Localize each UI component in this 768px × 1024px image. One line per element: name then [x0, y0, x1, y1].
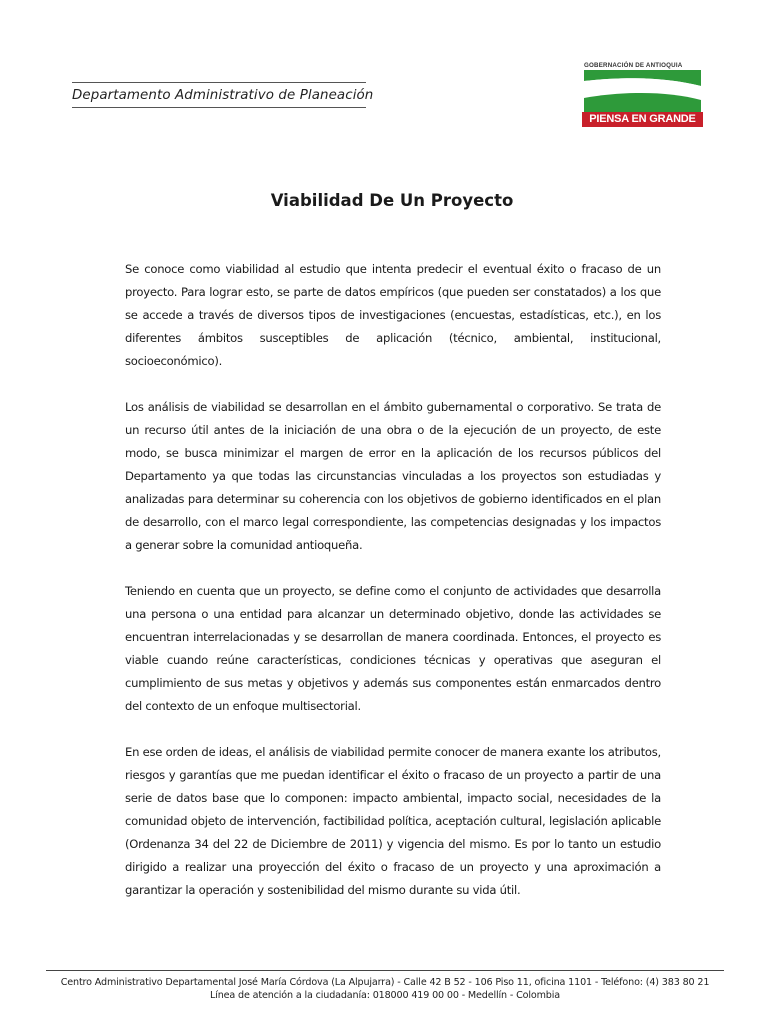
paragraph-1: Se conoce como viabilidad al estudio que intenta predecir el eventual éxito o fracaso de un proyecto. Para lograr esto, se parte de datos empíricos (que pueden ser constatados) a los que se accede a través de diversos tipos de investigaciones (encuestas, estadísticas, etc.), en los diferentes ámbitos susceptibles de aplicación (técnico, ambiental, institucional, socioeconómico).	[125, 262, 661, 368]
document-title: Viabilidad De Un Proyecto	[270, 191, 514, 210]
department-header	[72, 82, 374, 108]
header-rule-top	[72, 82, 366, 83]
footer-contact: Línea de atención a la ciudadanía: 018000 419 00 00 - Medellín - Colombia	[210, 990, 560, 1001]
department-name: Departamento Administrativo de Planeación	[72, 88, 374, 103]
gobernacion-logo	[582, 62, 704, 128]
paragraph-2: Los análisis de viabilidad se desarrollan en el ámbito gubernamental o corporativo. Se trata de un recurso útil antes de la iniciación de una obra o de la ejecución de un proyecto, de este modo, se busca minimizar el margen de error en la aplicación de los recursos públicos del Departamento ya que todas las circunstancias vinculadas a los proyectos son estudiadas y analizadas para determinar su coherencia con los objetivos de gobierno identificados en el plan de desarrollo, con el marco legal correspondiente, las competencias designadas y los impactos a generar sobre la comunidad antioqueña.	[125, 400, 661, 552]
document-body	[125, 258, 661, 925]
antioquia-flag-icon	[584, 70, 701, 112]
footer-address: Centro Administrativo Departamental José María Córdova (La Alpujarra) - Calle 42 B 52 - 106 Piso 11, oficina 1101 - Teléfono: (4) 383 80 21	[60, 977, 710, 988]
page-footer	[46, 970, 724, 1002]
paragraph-3: Teniendo en cuenta que un proyecto, se define como el conjunto de actividades que desarrolla una persona o una entidad para alcanzar un determinado objetivo, donde las actividades se encuentran interrelacionadas y se desarrollan de manera coordinada. Entonces, el proyecto es viable cuando reúne características, condiciones técnicas y operativas que aseguran el cumplimiento de sus metas y objetivos y además sus componentes están enmarcados dentro del contexto de un enfoque multisectorial.	[125, 584, 661, 713]
footer-rule	[46, 970, 724, 971]
logo-caption: GOBERNACIÓN DE ANTIOQUIA	[584, 62, 683, 69]
logo-slogan-banner: PIENSA EN GRANDE	[582, 112, 703, 127]
paragraph-4: En ese orden de ideas, el análisis de viabilidad permite conocer de manera exante los atributos, riesgos y garantías que me puedan identificar el éxito o fracaso de un proyecto a partir de una serie de datos base que lo componen: impacto ambiental, impacto social, necesidades de la comunidad objeto de intervención, factibilidad política, aceptación cultural, legislación aplicable (Ordenanza 34 del 22 de Diciembre de 2011) y vigencia del mismo. Es por lo tanto un estudio dirigido a realizar una proyección del éxito o fracaso de un proyecto y una aproximación a garantizar la operación y sostenibilidad del mismo durante su vida útil.	[125, 745, 661, 897]
header-rule-bottom	[72, 107, 366, 108]
